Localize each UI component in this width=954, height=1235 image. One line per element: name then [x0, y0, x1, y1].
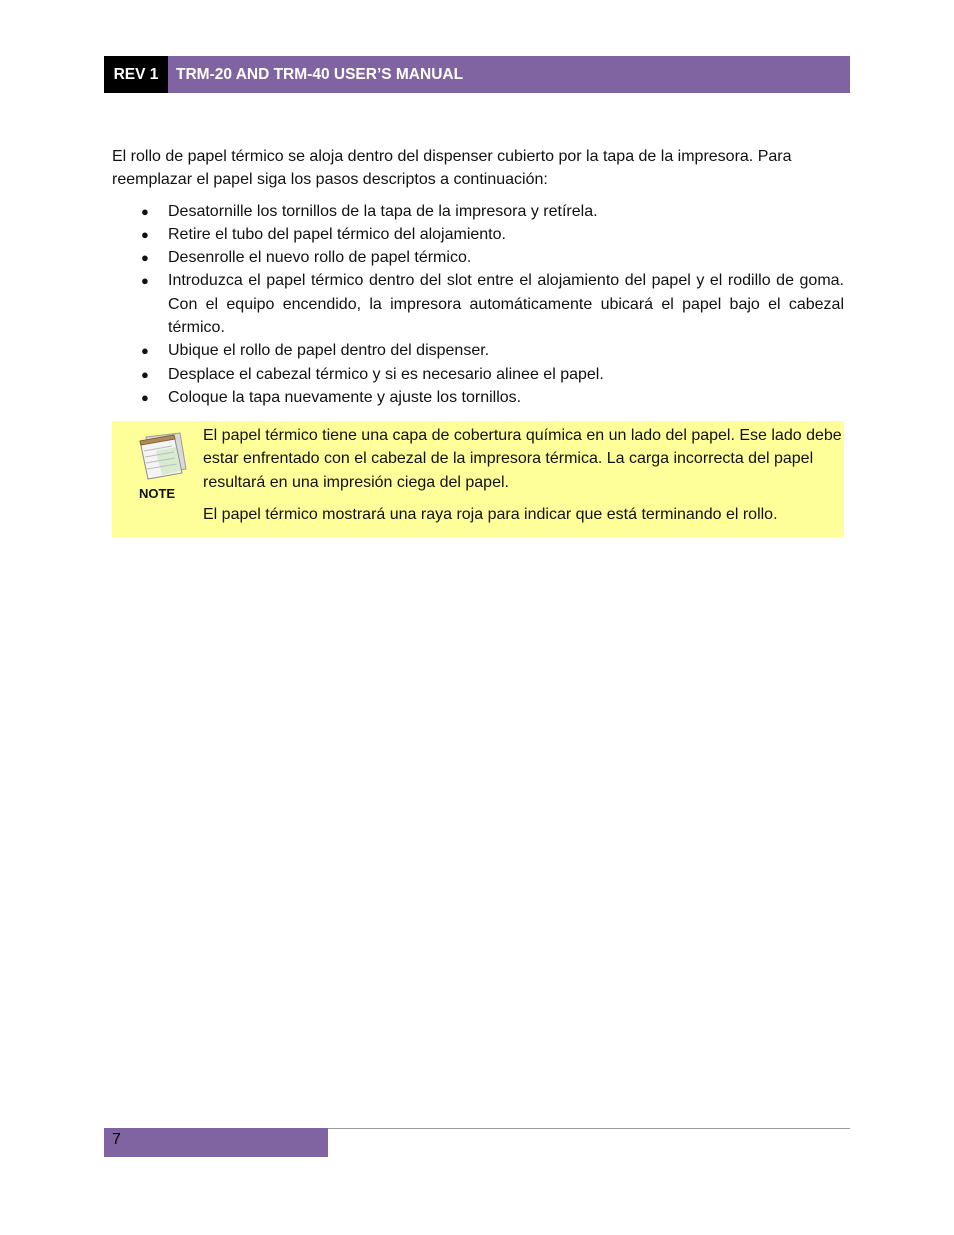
bullet-icon: ● [141, 389, 149, 405]
note-paragraph: El papel térmico tiene una capa de cobertura química en un lado del papel. Ese lado debe estar enfrentado con el cabezal de la impresora térmica. La carga incorrecta del papel resultará en una impresión ciega del papel. [203, 427, 842, 491]
intro-paragraph: El rollo de papel térmico se aloja dentro del dispenser cubierto por la tapa de la impresora. Para reemplazar el papel siga los pasos descriptos a continuación: [112, 148, 792, 189]
page-number: 7 [112, 1131, 121, 1148]
bullet-icon: ● [141, 273, 149, 289]
steps-list [112, 200, 844, 410]
revision-label: REV 1 [104, 56, 168, 93]
note-label: NOTE [138, 486, 176, 501]
note-box [112, 421, 844, 537]
bullet-icon: ● [141, 343, 149, 359]
note-paragraph: El papel térmico mostrará una raya roja para indicar que está terminando el rollo. [203, 505, 778, 523]
manual-title: TRM-20 AND TRM-40 USER’S MANUAL [168, 56, 850, 93]
main-content [112, 145, 844, 409]
list-item: ● Desenrolle el nuevo rollo de papel térmico. [112, 246, 844, 269]
list-item: ● Desplace el cabezal térmico y si es necesario alinee el papel. [112, 363, 844, 386]
page-header [104, 56, 850, 93]
list-item: ● Coloque la tapa nuevamente y ajuste los tornillos. [112, 386, 844, 409]
note-text [203, 424, 843, 526]
list-item: ● Ubique el rollo de papel dentro del dispenser. [112, 339, 844, 362]
list-item: ● Introduzca el papel térmico dentro del slot entre el alojamiento del papel y el rodillo de goma. Con el equipo encendido, la impresora automáticamente ubicará el papel bajo el cabezal térmico. [112, 269, 844, 339]
bullet-icon: ● [141, 366, 149, 382]
bullet-icon: ● [141, 203, 149, 219]
footer-page-box [104, 1128, 328, 1157]
notepad-icon-graphic [134, 429, 190, 481]
list-item: ● Retire el tubo del papel térmico del alojamiento. [112, 223, 844, 246]
bullet-icon: ● [141, 226, 149, 242]
notepad-icon [132, 429, 192, 519]
bullet-icon: ● [141, 250, 149, 266]
list-item: ● Desatornille los tornillos de la tapa de la impresora y retírela. [112, 200, 844, 223]
